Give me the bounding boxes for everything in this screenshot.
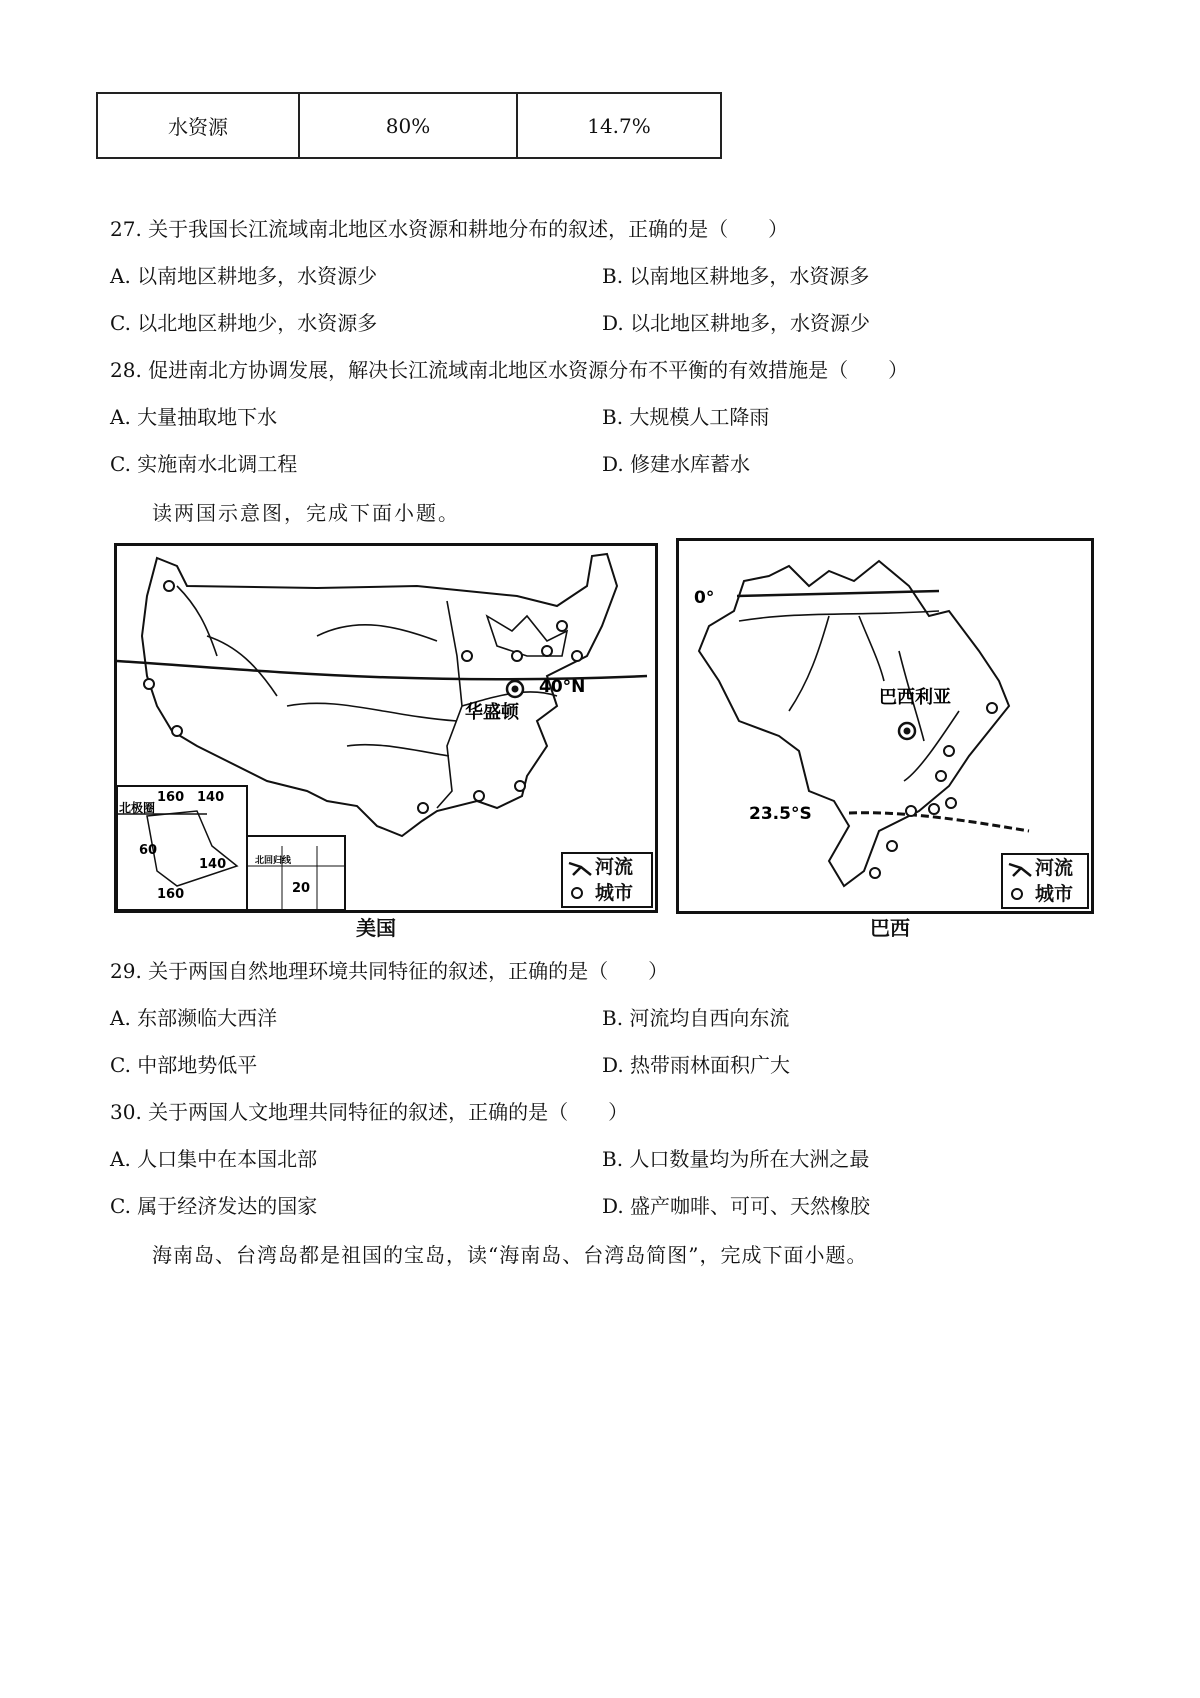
river-icon <box>1007 858 1035 878</box>
question-29-option-a: A. 东部濒临大西洋 <box>110 1006 278 1030</box>
question-28-option-a: A. 大量抽取地下水 <box>110 405 278 429</box>
resource-table <box>96 92 722 159</box>
legend-row-river <box>1003 855 1087 881</box>
question-27-stem: 27. 关于我国长江流域南北地区水资源和耕地分布的叙述，正确的是（ ） <box>110 217 789 241</box>
question-28-option-b: B. 大规模人工降雨 <box>602 405 770 429</box>
question-29-option-c: C. 中部地势低平 <box>110 1053 258 1077</box>
question-30-stem: 30. 关于两国人文地理共同特征的叙述，正确的是（ ） <box>110 1100 629 1124</box>
question-29-stem: 29. 关于两国自然地理环境共同特征的叙述，正确的是（ ） <box>110 959 669 983</box>
legend-river-label: 河流 <box>595 856 634 878</box>
inset-number: 160 <box>157 887 185 902</box>
table-cell: 14.7% <box>517 93 721 158</box>
maps-intro: 读两国示意图，完成下面小题。 <box>152 501 460 525</box>
question-27-option-c: C. 以北地区耕地少，水资源多 <box>110 311 378 335</box>
brazil-map-legend <box>1001 853 1089 909</box>
table-cell: 80% <box>299 93 517 158</box>
inset-number: 60 <box>139 843 158 858</box>
usa-capital-label: 华盛顿 <box>465 702 519 723</box>
question-30-option-a: A. 人口集中在本国北部 <box>110 1147 318 1171</box>
usa-map <box>114 543 658 913</box>
table-cell: 水资源 <box>97 93 299 158</box>
city-icon <box>567 883 595 903</box>
river-icon <box>567 857 595 877</box>
legend-city-label: 城市 <box>1035 883 1074 905</box>
brazil-capital-label: 巴西利亚 <box>879 687 951 708</box>
question-30-option-c: C. 属于经济发达的国家 <box>110 1194 318 1218</box>
equator-label: 0° <box>694 588 715 608</box>
brazil-map <box>676 538 1094 914</box>
table-row <box>97 93 721 158</box>
question-27-option-a: A. 以南地区耕地多，水资源少 <box>110 264 378 288</box>
usa-map-caption: 美国 <box>356 916 396 940</box>
question-29-option-d: D. 热带雨林面积广大 <box>602 1053 791 1077</box>
inset-arctic-label: 北极圈 <box>119 801 156 815</box>
usa-lat-label: 40°N <box>539 677 586 697</box>
inset-hawaii-label: 北回归线 <box>255 856 292 866</box>
brazil-map-caption: 巴西 <box>870 916 910 940</box>
inset-hawaii-number: 20 <box>292 881 311 896</box>
legend-city-label: 城市 <box>595 882 634 904</box>
legend-row-river <box>563 854 651 880</box>
city-icon <box>1007 884 1035 904</box>
question-28-option-d: D. 修建水库蓄水 <box>602 452 751 476</box>
question-30-option-d: D. 盛产咖啡、可可、天然橡胶 <box>602 1194 871 1218</box>
question-27-option-b: B. 以南地区耕地多，水资源多 <box>602 264 870 288</box>
question-28-option-c: C. 实施南水北调工程 <box>110 452 298 476</box>
inset-number: 160 <box>157 790 185 805</box>
inset-number: 140 <box>199 857 227 872</box>
tropic-label: 23.5°S <box>749 804 812 824</box>
question-27-option-d: D. 以北地区耕地多，水资源少 <box>602 311 871 335</box>
islands-intro: 海南岛、台湾岛都是祖国的宝岛，读“海南岛、台湾岛简图”，完成下面小题。 <box>152 1243 868 1267</box>
legend-row-city <box>1003 881 1087 907</box>
question-30-option-b: B. 人口数量均为所在大洲之最 <box>602 1147 870 1171</box>
question-28-stem: 28. 促进南北方协调发展，解决长江流域南北地区水资源分布不平衡的有效措施是（ ） <box>110 358 909 382</box>
inset-number: 140 <box>197 790 225 805</box>
legend-river-label: 河流 <box>1035 857 1074 879</box>
legend-row-city <box>563 880 651 906</box>
usa-map-legend <box>561 852 653 908</box>
question-29-option-b: B. 河流均自西向东流 <box>602 1006 790 1030</box>
